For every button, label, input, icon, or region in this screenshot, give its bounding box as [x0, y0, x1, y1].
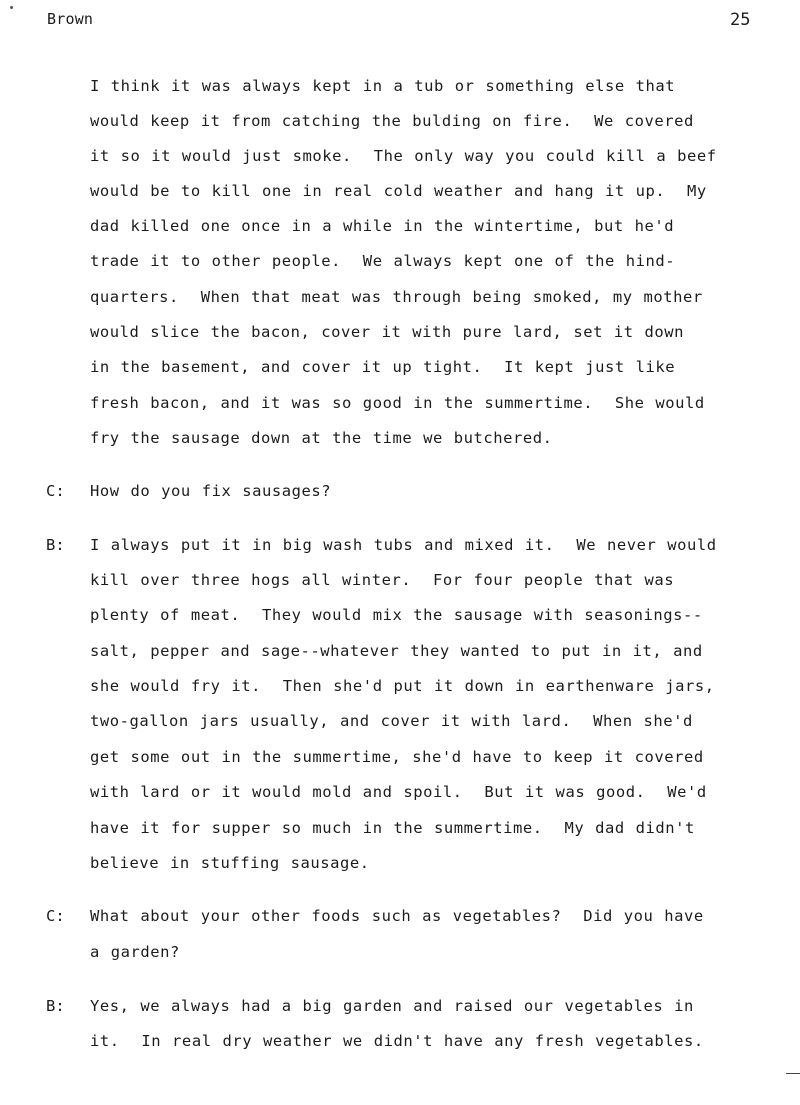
text-line: quarters. When that meat was through being smoked, my mother — [90, 288, 703, 306]
text-line: plenty of meat. They would mix the sausage with seasonings-- — [90, 606, 703, 624]
speaker-label: C: — [46, 907, 65, 925]
page-number: 25 — [730, 10, 751, 30]
text-line: fry the sausage down at the time we butchered. — [90, 429, 553, 447]
text-line: believe in stuffing sausage. — [90, 854, 370, 872]
text-line: two-gallon jars usually, and cover it with lard. When she'd — [90, 712, 693, 730]
text-line: a garden? — [90, 943, 180, 961]
text-line: she would fry it. Then she'd put it down in earthenware jars, — [90, 677, 715, 695]
text-line: kill over three hogs all winter. For four people that was — [90, 571, 675, 589]
text-line: dad killed one once in a while in the wintertime, but he'd — [90, 217, 675, 235]
page-edge-mark — [786, 1073, 800, 1074]
text-line: in the basement, and cover it up tight. It kept just like — [90, 358, 676, 376]
text-line: Yes, we always had a big garden and raised our vegetables in — [90, 997, 694, 1015]
text-line: with lard or it would mold and spoil. But it was good. We'd — [90, 783, 707, 801]
text-line: it. In real dry weather we didn't have any fresh vegetables. — [90, 1032, 704, 1050]
text-line: have it for supper so much in the summertime. My dad didn't — [90, 819, 695, 837]
text-line: salt, pepper and sage--whatever they wanted to put in it, and — [90, 642, 703, 660]
header-interviewee-name: Brown — [47, 10, 94, 28]
stray-ink-mark — [10, 6, 13, 9]
text-line: How do you fix sausages? — [90, 482, 332, 500]
speaker-label: B: — [46, 536, 65, 554]
speaker-label: C: — [46, 482, 65, 500]
text-line: would slice the bacon, cover it with pure lard, set it down — [90, 323, 685, 341]
speaker-label: B: — [46, 997, 65, 1015]
text-line: fresh bacon, and it was so good in the summertime. She would — [90, 394, 705, 412]
text-line: What about your other foods such as vegetables? Did you have — [90, 907, 704, 925]
text-line: it so it would just smoke. The only way you could kill a beef — [90, 147, 717, 165]
text-line: trade it to other people. We always kept one of the hind- — [90, 252, 676, 270]
text-line: I think it was always kept in a tub or something else that — [90, 77, 676, 95]
text-line: I always put it in big wash tubs and mixed it. We never would — [90, 536, 717, 554]
text-line: get some out in the summertime, she'd have to keep it covered — [90, 748, 704, 766]
text-line: would be to kill one in real cold weather and hang it up. My — [90, 182, 707, 200]
text-line: would keep it from catching the bulding on fire. We covered — [90, 112, 694, 130]
